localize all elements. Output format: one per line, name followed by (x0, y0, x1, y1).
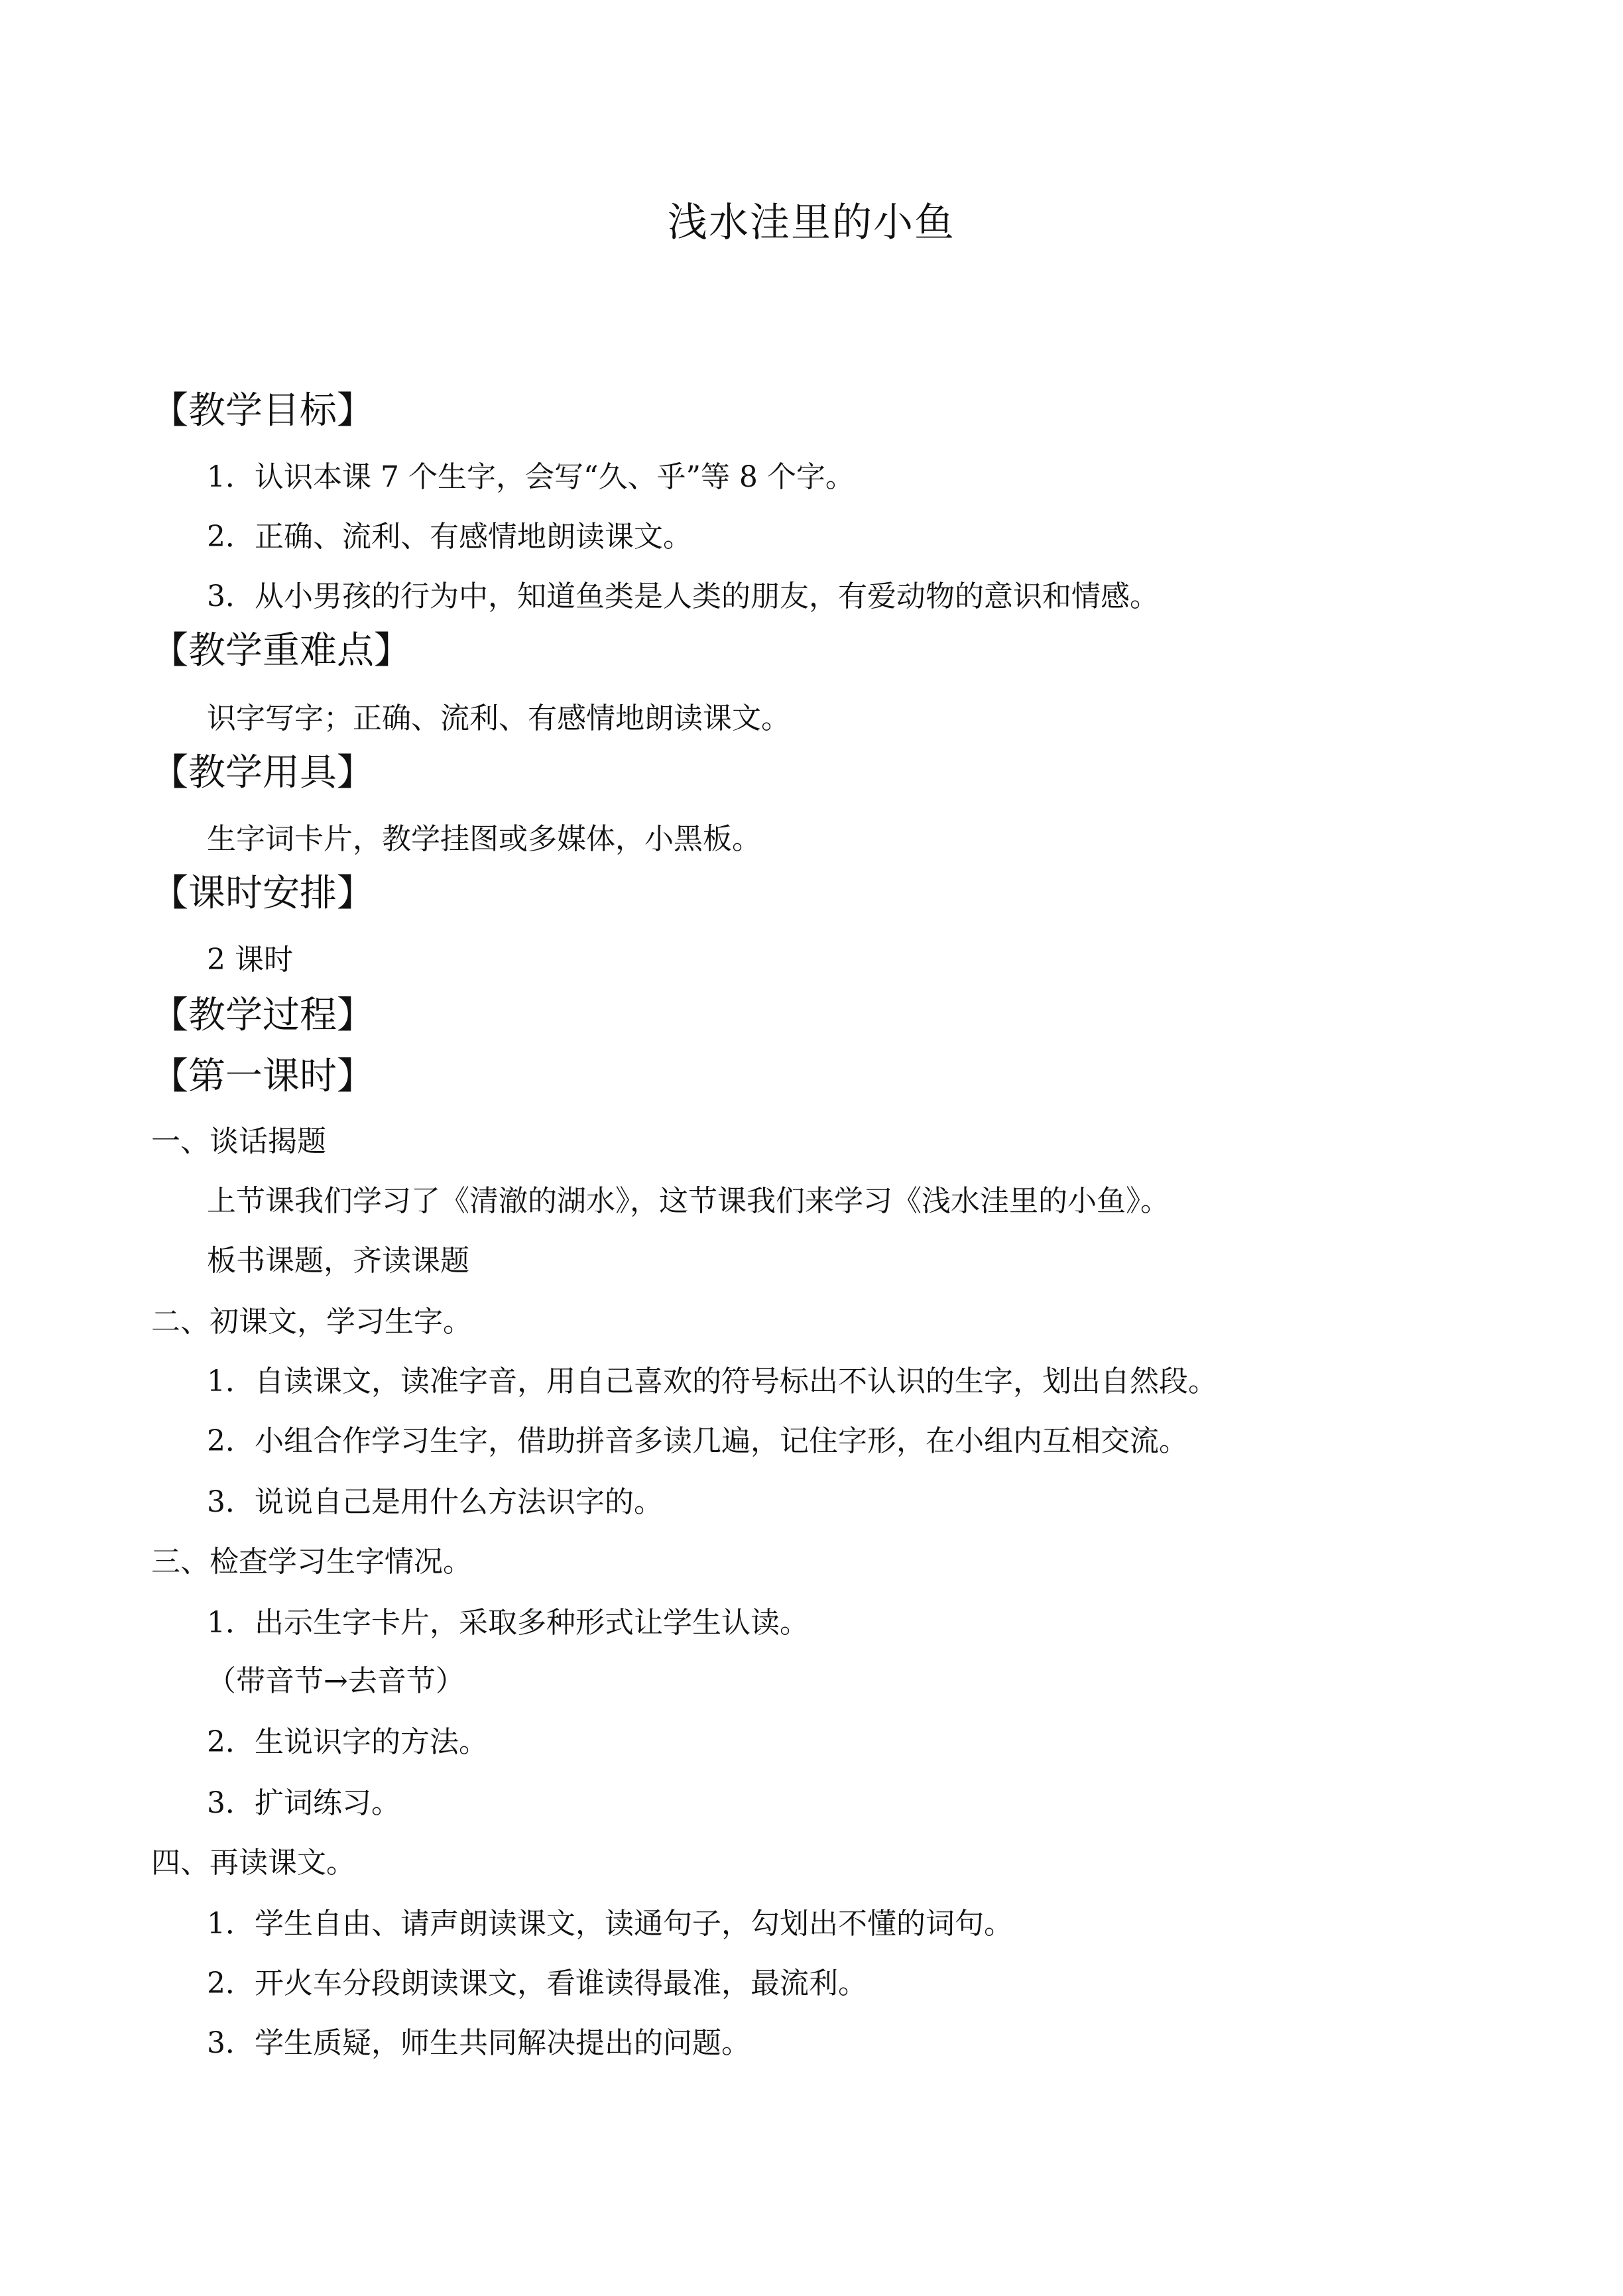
section-three: 三、检查学习生字情况。 (151, 1545, 472, 1579)
schedule-text: 2 课时 (207, 943, 293, 977)
section-four: 四、再读课文。 (151, 1846, 355, 1880)
heading-teaching-process: 【教学过程】 (151, 994, 374, 1037)
heading-first-lesson: 【第一课时】 (151, 1055, 374, 1098)
heading-teaching-goals: 【教学目标】 (151, 389, 374, 432)
section-one-item-2: 板书课题，齐读课题 (207, 1244, 469, 1278)
key-points-text: 识字写字；正确、流利、有感情地朗读课文。 (207, 701, 790, 735)
section-two-item-2: 2．小组合作学习生字，借助拼音多读几遍，记住字形，在小组内互相交流。 (207, 1424, 1188, 1458)
section-two-item-3: 3．说说自己是用什么方法识字的。 (207, 1485, 663, 1519)
teaching-tools-text: 生字词卡片，教学挂图或多媒体，小黑板。 (207, 822, 761, 856)
goal-item-1: 1．认识本课 7 个生字，会写“久、乎”等 8 个字。 (207, 460, 855, 494)
heading-key-points: 【教学重难点】 (151, 629, 411, 672)
section-four-item-3: 3．学生质疑，师生共同解决提出的问题。 (207, 2026, 751, 2060)
section-three-item-2: 2．生说识字的方法。 (207, 1725, 488, 1759)
section-three-item-1: 1．出示生字卡片，采取多种形式让学生认读。 (207, 1606, 809, 1640)
goal-item-2: 2．正确、流利、有感情地朗读课文。 (207, 520, 692, 554)
section-four-item-1: 1．学生自由、请声朗读课文，读通句子，勾划出不懂的词句。 (207, 1907, 1013, 1941)
section-one: 一、谈话揭题 (151, 1124, 326, 1158)
section-one-item-1: 上节课我们学习了《清澈的湖水》，这节课我们来学习《浅水洼里的小鱼》。 (207, 1184, 1170, 1218)
document-title: 浅水洼里的小鱼 (668, 200, 955, 246)
section-three-note: （带音节→去音节） (207, 1664, 465, 1698)
section-two-item-1: 1．自读课文，读准字音，用自己喜欢的符号标出不认识的生字，划出自然段。 (207, 1364, 1217, 1398)
section-two: 二、初课文，学习生字。 (151, 1305, 472, 1339)
goal-item-3: 3．从小男孩的行为中，知道鱼类是人类的朋友，有爱动物的意识和情感。 (207, 579, 1159, 613)
heading-teaching-tools: 【教学用具】 (151, 751, 374, 794)
section-four-item-2: 2．开火车分段朗读课文，看谁读得最准，最流利。 (207, 1966, 867, 2000)
heading-schedule: 【课时安排】 (151, 872, 374, 915)
section-three-item-3: 3．扩词练习。 (207, 1786, 400, 1820)
